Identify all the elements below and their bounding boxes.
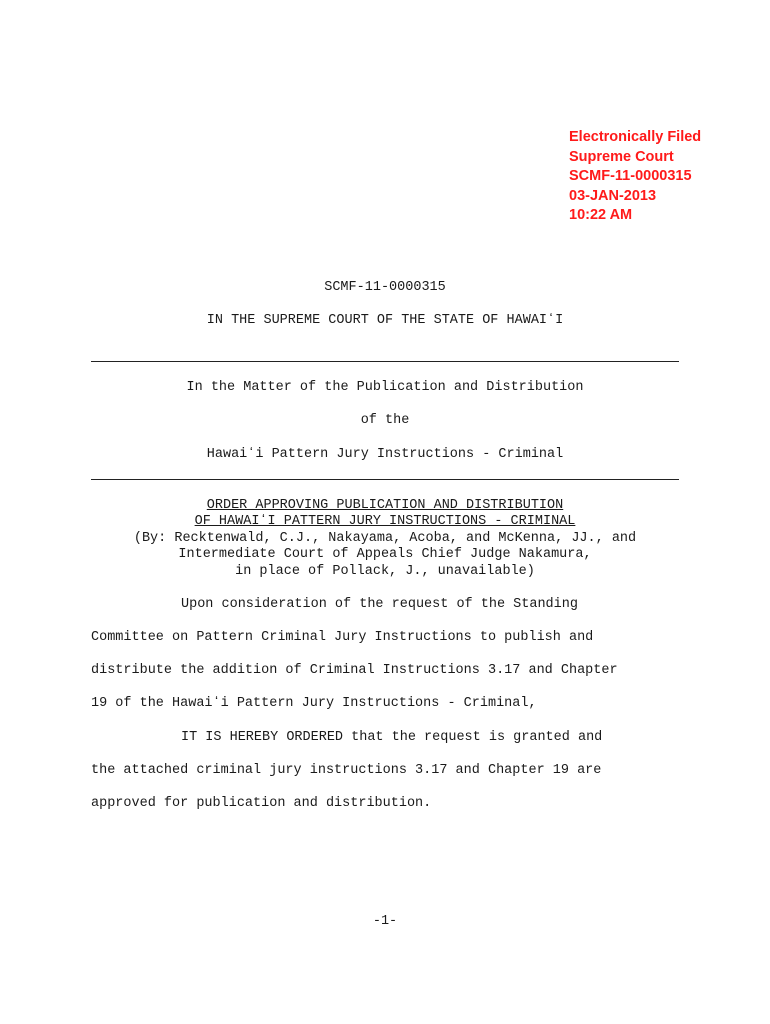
- stamp-line-date: 03-JAN-2013: [569, 187, 657, 204]
- order-title: [0, 498, 770, 513]
- stamp-line-court: Supreme Court: [569, 148, 674, 165]
- paragraph-2-line-3: approved for publication and distribution.: [91, 796, 432, 811]
- paragraph-1-line-4: 19 of the Hawaiʻi Pattern Jury Instructions - Criminal,: [91, 696, 537, 711]
- stamp-line-time: 10:22 AM: [569, 207, 633, 224]
- stamp-line-case: SCMF-11-0000315: [569, 168, 692, 185]
- electronic-filing-stamp: [569, 128, 701, 226]
- panel-line-2: Intermediate Court of Appeals Chief Judge Nakamura,: [178, 547, 592, 562]
- bottom-divider: [91, 479, 679, 480]
- court-heading: IN THE SUPREME COURT OF THE STATE OF HAWAIʻI: [206, 313, 564, 328]
- stamp-line-filed: Electronically Filed: [569, 129, 702, 145]
- panel-line-1: (By: Recktenwald, C.J., Nakayama, Acoba, and McKenna, JJ., and: [133, 531, 637, 546]
- order-title-line-2: OF HAWAIʻI PATTERN JURY INSTRUCTIONS - CRIMINAL: [194, 514, 576, 529]
- order-title-line-1: ORDER APPROVING PUBLICATION AND DISTRIBUTION: [206, 498, 564, 513]
- paragraph-1-line-1: Upon consideration of the request of the Standing: [181, 597, 578, 612]
- paragraph-1-line-2: Committee on Pattern Criminal Jury Instructions to publish and: [91, 630, 594, 645]
- matter-line-3: Hawaiʻi Pattern Jury Instructions - Criminal: [206, 447, 564, 462]
- matter-line-2: of the: [360, 413, 410, 428]
- top-divider: [91, 361, 679, 362]
- paragraph-2-line-1: IT IS HEREBY ORDERED that the request is granted and: [181, 730, 603, 745]
- panel-line-3: in place of Pollack, J., unavailable): [235, 564, 535, 579]
- order-title-2: [0, 514, 770, 529]
- paragraph-1-line-3: distribute the addition of Criminal Instructions 3.17 and Chapter: [91, 663, 618, 678]
- case-number: SCMF-11-0000315: [324, 280, 446, 295]
- matter-line-1: In the Matter of the Publication and Distribution: [186, 380, 584, 395]
- page-number: -1-: [372, 914, 398, 929]
- paragraph-2-line-2: the attached criminal jury instructions 3.17 and Chapter 19 are: [91, 763, 602, 778]
